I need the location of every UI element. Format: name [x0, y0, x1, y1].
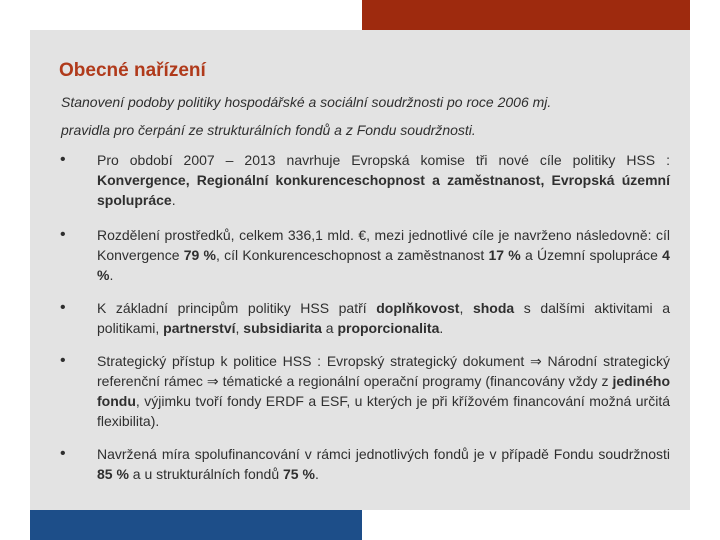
bullet-text: , [235, 320, 244, 336]
bullet-item-strategy [60, 351, 670, 431]
bullet-emphasis: proporcionalita [337, 320, 440, 336]
bullet-emphasis: partnerství [163, 320, 236, 336]
bullet-emphasis: 85 % [97, 466, 129, 482]
bullet-text: , výjimku tvoří fondy ERDF a ESF, u kterých je při křížovém financování možná určitá flexibilita). [97, 393, 670, 429]
subtitle-line-1: Stanovení podoby politiky hospodářské a sociální soudržnosti po roce 2006 mj. [61, 94, 552, 110]
bullet-list [60, 150, 670, 484]
bullet-icon: • [60, 299, 66, 316]
bullet-emphasis: jediného fondu [97, 373, 670, 409]
bullet-emphasis: shoda [472, 300, 515, 316]
bullet-icon: • [60, 151, 66, 168]
bullet-emphasis: 75 % [283, 466, 315, 482]
bullet-text: . [171, 192, 176, 208]
bullet-item-principles [60, 298, 670, 338]
bullet-text: . [314, 466, 319, 482]
bullet-emphasis: 79 % [183, 247, 216, 263]
bullet-item-allocation [60, 225, 670, 285]
bullet-text: a Územní spolupráce [520, 247, 663, 263]
subtitle-line-2: pravidla pro čerpání ze strukturálních fondů a z Fondu soudržnosti. [61, 122, 476, 138]
bullet-text: Pro období 2007 – 2013 navrhuje Evropská komise tři nové cíle politiky HSS : [97, 152, 670, 168]
bullet-text: a u strukturálních fondů [128, 466, 284, 482]
bullet-emphasis: 17 % [488, 247, 521, 263]
bullet-icon: • [60, 352, 66, 369]
bullet-emphasis: doplňkovost [376, 300, 460, 316]
bullet-text: . [439, 320, 444, 336]
bullet-text: Rozdělení prostředků, celkem 336,1 mld. €, mezi jednotlivé cíle je navrženo následovně: cíl Konvergence [97, 227, 670, 263]
bullet-text: K základní principům politiky HSS patří [97, 300, 377, 316]
bullet-icon: • [60, 445, 66, 462]
bullet-emphasis: 4 % [97, 247, 670, 283]
bullet-text: Navržená míra spolufinancování v rámci jednotlivých fondů je v případě Fondu soudržnosti [97, 446, 670, 462]
top-accent-bar [362, 0, 690, 30]
bullet-emphasis: Konvergence, Regionální konkurenceschopnost a zaměstnanost, Evropská územní spolupráce [97, 172, 670, 208]
bullet-text: , cíl Konkurenceschopnost a zaměstnanost [215, 247, 489, 263]
bullet-emphasis: subsidiarita [243, 320, 322, 336]
bottom-accent-bar [30, 510, 362, 540]
slide-title: Obecné nařízení [59, 60, 206, 81]
bullet-text: s dalšími aktivitami a politikami, [97, 300, 670, 336]
bullet-icon: • [60, 226, 66, 243]
bullet-item-objectives [60, 150, 670, 210]
bullet-text: a [321, 320, 338, 336]
bullet-text: Strategický přístup k politice HSS : Evropský strategický dokument ⇒ Národní strategický referenční rámec ⇒ tématické a regionální operační programy (financovány vždy z [97, 353, 670, 389]
bullet-text: , [459, 300, 473, 316]
bullet-text: . [109, 267, 114, 283]
bullet-item-cofinancing [60, 444, 670, 484]
